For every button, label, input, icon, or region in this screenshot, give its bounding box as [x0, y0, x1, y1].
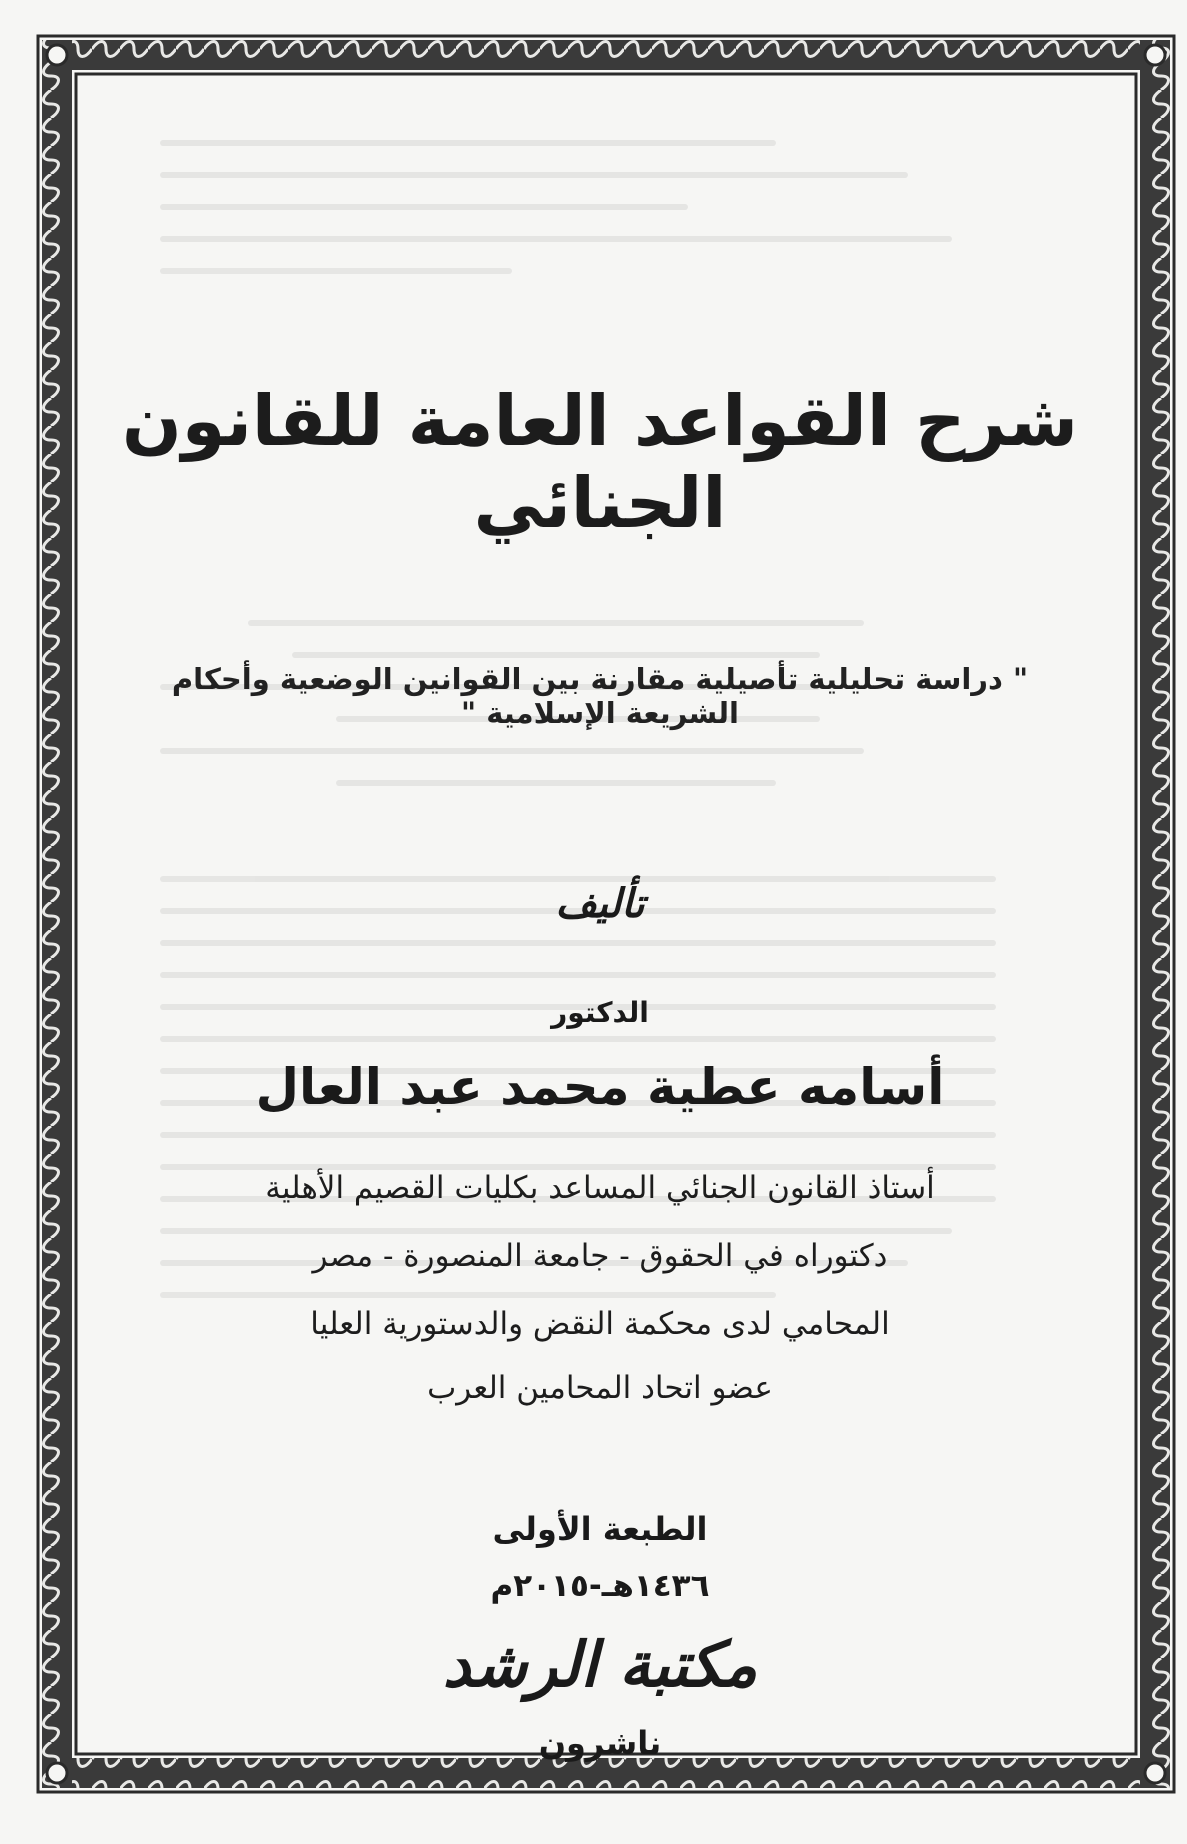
authored-by-label: تأليف	[555, 880, 645, 927]
edition-label: الطبعة الأولى	[492, 1510, 708, 1548]
credential-line: عضو اتحاد المحامين العرب	[427, 1370, 773, 1406]
publication-year: ١٤٣٦هـ-٢٠١٥م	[490, 1568, 710, 1604]
credential-line: أستاذ القانون الجنائي المساعد بكليات القصيم الأهلية	[265, 1170, 935, 1206]
credential-line: دكتوراه في الحقوق - جامعة المنصورة - مصر	[312, 1238, 888, 1274]
book-subtitle: " دراسة تحليلية تأصيلية مقارنة بين القوانين الوضعية وأحكام الشريعة الإسلامية "	[171, 662, 1029, 730]
credential-line: المحامي لدى محكمة النقض والدستورية العليا	[310, 1306, 890, 1342]
cover-content	[120, 90, 1080, 1762]
publisher-logo: مكتبة الرشد	[442, 1628, 758, 1701]
book-title: شرح القواعد العامة للقانون الجنائي	[121, 380, 1079, 544]
doctor-label: الدكتور	[551, 996, 649, 1029]
publisher-subtitle: ناشرون	[538, 1724, 662, 1762]
author-name: أسامه عطية محمد عبد العال	[255, 1058, 945, 1116]
